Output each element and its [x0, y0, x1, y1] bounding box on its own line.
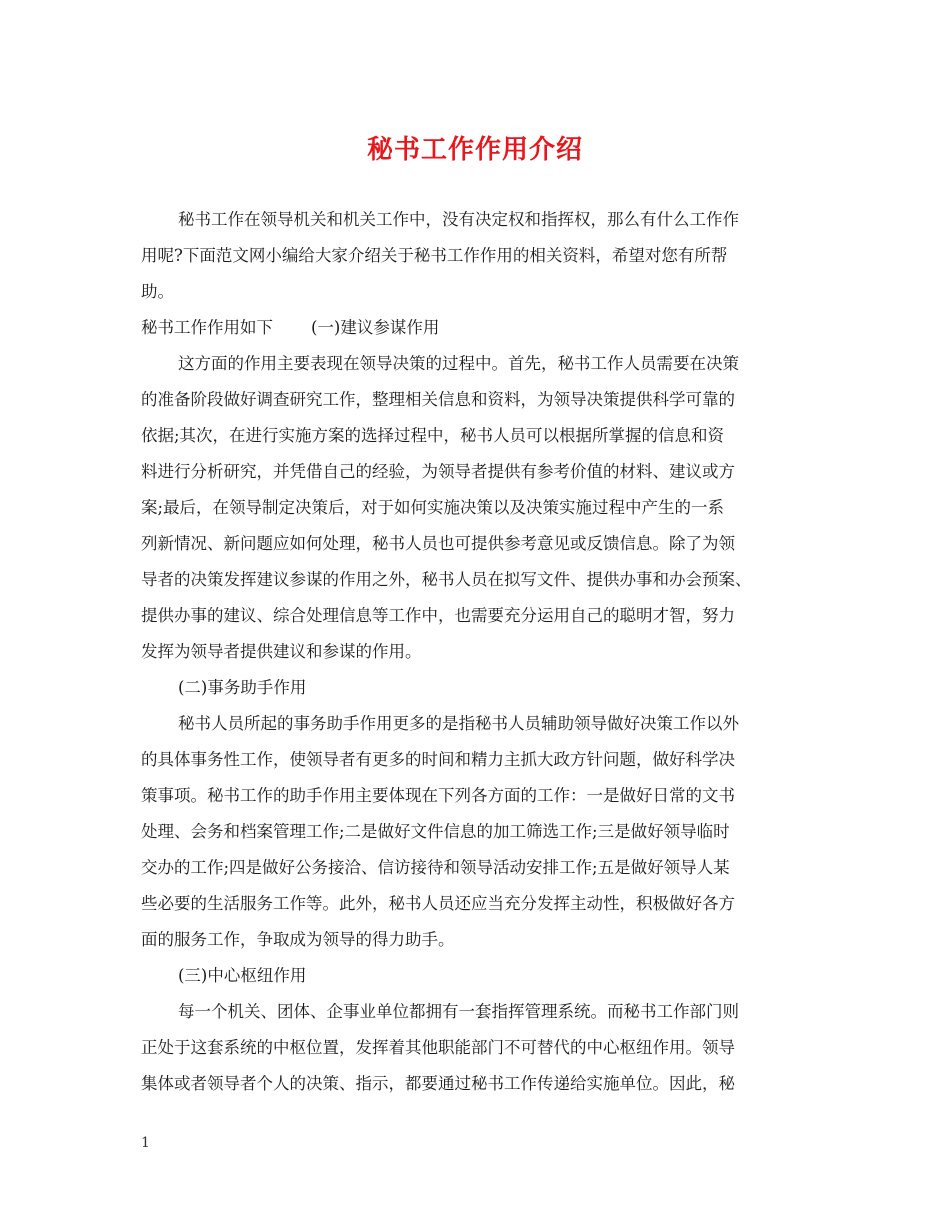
section2-line: 处理、会务和档案管理工作;二是做好文件信息的加工筛选工作;三是做好领导临时: [141, 822, 730, 841]
document-title: 秘书工作作用介绍: [366, 135, 583, 165]
intro-line: 用呢?下面范文网小编给大家介绍关于秘书工作作用的相关资料，希望对您有所帮: [141, 246, 728, 265]
intro-line: 秘书工作在领导机关和机关工作中，没有决定权和指挥权，那么有什么工作作: [178, 210, 739, 229]
section1-line: 导者的决策发挥建议参谋的作用之外，秘书人员在拟写文件、提供办事和办会预案、: [141, 570, 752, 589]
section2-line: 交办的工作;四是做好公务接洽、信访接待和领导活动安排工作;五是做好领导人某: [141, 858, 730, 877]
section1-line: 案;最后，在领导制定决策后，对于如何实施决策以及决策实施过程中产生的一系: [141, 498, 725, 517]
section1-line: 这方面的作用主要表现在领导决策的过程中。首先，秘书工作人员需要在决策: [178, 354, 739, 373]
page-number: 1: [141, 1135, 150, 1151]
section1-line: 列新情况、新问题应如何处理，秘书人员也可提供参考意见或反馈信息。除了为领: [141, 534, 735, 553]
overview-label: 秘书工作作用如下: [141, 318, 273, 337]
section2-line: 秘书人员所起的事务助手作用更多的是指秘书人员辅助领导做好决策工作以外: [178, 714, 739, 733]
overview-row: [141, 312, 439, 344]
section3-line: 每一个机关、团体、企事业单位都拥有一套指挥管理系统。而秘书工作部门则: [178, 1002, 739, 1021]
section2-line: 的具体事务性工作，使领导者有更多的时间和精力主抓大政方针问题，做好科学决: [141, 750, 735, 769]
section1-line: 依据;其次，在进行实施方案的选择过程中，秘书人员可以根据所掌握的信息和资: [141, 426, 725, 445]
section3-line: 正处于这套系统的中枢位置，发挥着其他职能部门不可替代的中心枢纽作用。领导: [141, 1038, 735, 1057]
section-heading-1: (一)建议参谋作用: [311, 318, 440, 337]
section-heading-3: (三)中心枢纽作用: [178, 966, 307, 985]
section1-line: 发挥为领导者提供建议和参谋的作用。: [141, 642, 422, 661]
section2-line: 面的服务工作，争取成为领导的得力助手。: [141, 930, 455, 949]
section2-line: 策事项。秘书工作的助手作用主要体现在下列各方面的工作：一是做好日常的文书: [141, 786, 735, 805]
section-heading-2: (二)事务助手作用: [178, 678, 307, 697]
section3-line: 集体或者领导者个人的决策、指示，都要通过秘书工作传递给实施单位。因此，秘: [141, 1074, 735, 1093]
section2-line: 些必要的生活服务工作等。此外，秘书人员还应当充分发挥主动性，积极做好各方: [141, 894, 735, 913]
intro-line: 助。: [141, 282, 174, 301]
section1-line: 提供办事的建议、综合处理信息等工作中，也需要充分运用自己的聪明才智，努力: [141, 606, 735, 625]
section1-line: 的准备阶段做好调查研究工作，整理相关信息和资料，为领导决策提供科学可靠的: [141, 390, 735, 409]
section1-line: 料进行分析研究，并凭借自己的经验，为领导者提供有参考价值的材料、建议或方: [141, 462, 735, 481]
